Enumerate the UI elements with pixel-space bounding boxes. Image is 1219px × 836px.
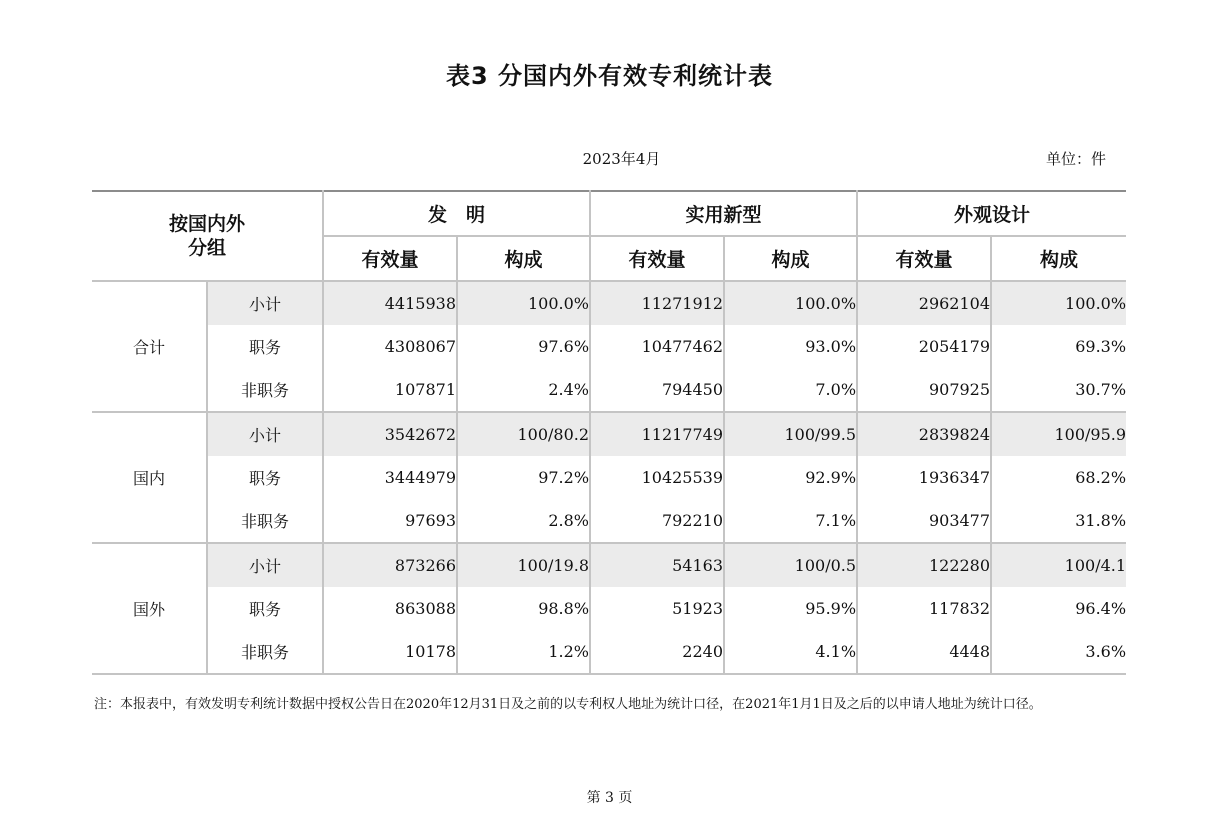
composition-cell: 93.0% — [724, 325, 857, 368]
sub-header-composition: 构成 — [991, 236, 1126, 281]
table-row — [92, 587, 1126, 630]
count-cell: 2839824 — [857, 412, 991, 456]
composition-cell: 7.1% — [724, 499, 857, 543]
composition-cell: 4.1% — [724, 630, 857, 674]
count-cell: 3542672 — [323, 412, 457, 456]
table-row — [92, 325, 1126, 368]
count-cell: 903477 — [857, 499, 991, 543]
count-cell: 107871 — [323, 368, 457, 412]
composition-cell: 69.3% — [991, 325, 1126, 368]
table-row — [92, 499, 1126, 543]
count-cell: 2240 — [590, 630, 724, 674]
row-label: 职务 — [207, 456, 323, 499]
table-row — [92, 456, 1126, 499]
row-label: 职务 — [207, 587, 323, 630]
sub-header-count: 有效量 — [590, 236, 724, 281]
composition-cell: 1.2% — [457, 630, 590, 674]
count-cell: 10477462 — [590, 325, 724, 368]
group-label: 国内 — [92, 412, 207, 543]
row-label: 小计 — [207, 543, 323, 587]
count-cell: 54163 — [590, 543, 724, 587]
composition-cell: 96.4% — [991, 587, 1126, 630]
count-cell: 3444979 — [323, 456, 457, 499]
row-label: 非职务 — [207, 368, 323, 412]
group-label: 合计 — [92, 281, 207, 412]
composition-cell: 100/4.1 — [991, 543, 1126, 587]
category-header-invention: 发 明 — [323, 191, 590, 236]
sub-header-composition: 构成 — [457, 236, 590, 281]
count-cell: 907925 — [857, 368, 991, 412]
count-cell: 11217749 — [590, 412, 724, 456]
sub-header-count: 有效量 — [857, 236, 991, 281]
footnote: 注：本报表中，有效发明专利统计数据中授权公告日在2020年12月31日及之前的以专利权人地址为统计口径，在2021年1月1日及之后的以申请人地址为统计口径。 — [94, 697, 1042, 712]
table-row — [92, 543, 1126, 587]
composition-cell: 100/19.8 — [457, 543, 590, 587]
unit-label: 单位：件 — [1045, 150, 1106, 168]
count-cell: 117832 — [857, 587, 991, 630]
page-number: 第 3 页 — [586, 790, 633, 806]
composition-cell: 68.2% — [991, 456, 1126, 499]
group-header-label: 按国内外分组 — [168, 213, 245, 259]
composition-cell: 2.4% — [457, 368, 590, 412]
category-header-design: 外观设计 — [857, 191, 1126, 236]
composition-cell: 2.8% — [457, 499, 590, 543]
report-date: 2023年4月 — [582, 150, 661, 168]
composition-cell: 95.9% — [724, 587, 857, 630]
composition-cell: 100.0% — [457, 281, 590, 325]
count-cell: 2962104 — [857, 281, 991, 325]
count-cell: 794450 — [590, 368, 724, 412]
table-row — [92, 412, 1126, 456]
count-cell: 863088 — [323, 587, 457, 630]
count-cell: 1936347 — [857, 456, 991, 499]
composition-cell: 100/99.5 — [724, 412, 857, 456]
composition-cell: 3.6% — [991, 630, 1126, 674]
sub-header-count: 有效量 — [323, 236, 457, 281]
row-label: 小计 — [207, 412, 323, 456]
table-row — [92, 368, 1126, 412]
composition-cell: 31.8% — [991, 499, 1126, 543]
composition-cell: 100/0.5 — [724, 543, 857, 587]
count-cell: 4448 — [857, 630, 991, 674]
group-label: 国外 — [92, 543, 207, 674]
count-cell: 122280 — [857, 543, 991, 587]
table-body — [92, 281, 1126, 674]
count-cell: 10178 — [323, 630, 457, 674]
composition-cell: 7.0% — [724, 368, 857, 412]
composition-cell: 97.6% — [457, 325, 590, 368]
page-title: 表3 分国内外有效专利统计表 — [445, 62, 774, 90]
count-cell: 792210 — [590, 499, 724, 543]
row-label: 非职务 — [207, 499, 323, 543]
composition-cell: 97.2% — [457, 456, 590, 499]
category-header-utility-model: 实用新型 — [590, 191, 857, 236]
composition-cell: 30.7% — [991, 368, 1126, 412]
count-cell: 4415938 — [323, 281, 457, 325]
table-row — [92, 630, 1126, 674]
composition-cell: 100/95.9 — [991, 412, 1126, 456]
row-label: 职务 — [207, 325, 323, 368]
composition-cell: 92.9% — [724, 456, 857, 499]
row-label: 小计 — [207, 281, 323, 325]
count-cell: 51923 — [590, 587, 724, 630]
row-label: 非职务 — [207, 630, 323, 674]
composition-cell: 100.0% — [991, 281, 1126, 325]
group-header — [92, 191, 323, 281]
sub-header-composition: 构成 — [724, 236, 857, 281]
count-cell: 4308067 — [323, 325, 457, 368]
composition-cell: 100/80.2 — [457, 412, 590, 456]
patent-statistics-table — [92, 190, 1126, 675]
composition-cell: 98.8% — [457, 587, 590, 630]
count-cell: 873266 — [323, 543, 457, 587]
count-cell: 11271912 — [590, 281, 724, 325]
table-row — [92, 281, 1126, 325]
count-cell: 2054179 — [857, 325, 991, 368]
count-cell: 97693 — [323, 499, 457, 543]
count-cell: 10425539 — [590, 456, 724, 499]
composition-cell: 100.0% — [724, 281, 857, 325]
